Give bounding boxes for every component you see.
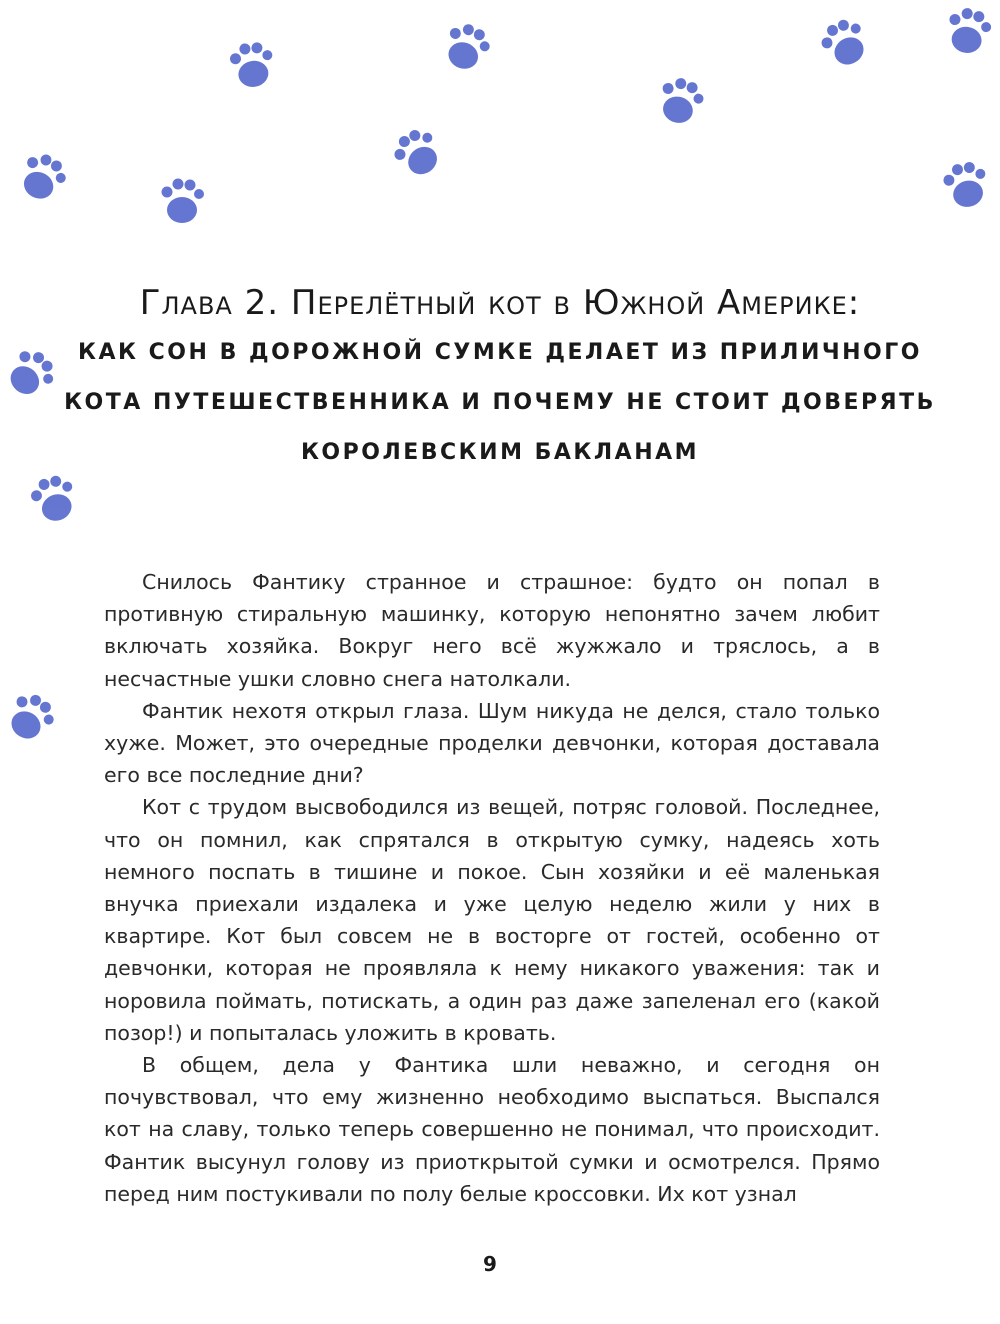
chapter-subtitle-line: КОРОЛЕВСКИМ БАКЛАНАМ [300, 440, 700, 465]
chapter-body [104, 566, 880, 1210]
paw-print-icon [0, 677, 71, 759]
paw-print-icon [643, 65, 716, 138]
paw-print-icon [2, 138, 82, 218]
paragraph: Фантик нехотя открыл глаза. Шум никуда не делся, стало только хуже. Может, это очередные проделки девчонки, которая доставала его все последние дни? [104, 698, 880, 788]
chapter-subtitle-line: КАК СОН В ДОРОЖНОЙ СУМКЕ ДЕЛАЕТ ИЗ ПРИЛИЧНОГО [78, 340, 922, 365]
paragraph: Снилось Фантику странное и страшное: будто он попал в противную стиральную машинку, которую непонятно зачем любит включать хозяйка. Вокруг него всё жужжало и тряслось, а в несчастные ушки словно снега натолкали. [104, 570, 880, 691]
paw-print-icon [152, 172, 212, 232]
chapter-subtitle-line: КОТА ПУТЕШЕСТВЕННИКА И ПОЧЕМУ НЕ СТОИТ ДОВЕРЯТЬ [64, 390, 936, 415]
page-number: 9 [483, 1252, 497, 1276]
paw-print-icon [933, 0, 1000, 67]
paw-print-icon [929, 149, 1000, 222]
paw-print-icon [804, 3, 886, 85]
chapter-heading [60, 278, 940, 478]
paw-print-icon [376, 112, 460, 196]
paw-print-icon [217, 31, 287, 101]
chapter-title: Глава 2. Перелётный кот в Южной Америке: [139, 283, 861, 323]
paragraph: Кот с трудом высвободился из вещей, потряс головой. Последнее, что он помнил, как спрятался в открытую сумку, надеясь хоть немного поспать в тишине и покое. Сын хозяйки и её маленькая внучка приехали издалека и уже целую неделю жили у них в квартире. Кот был совсем не в восторге от гостей, особенно от девчонки, которая не проявляла к нему никакого уважения: так и норовила поймать, потискать, а один раз даже запеленал его (какой позор!) и попыталась уложить в кровать. [104, 795, 880, 1045]
paw-print-icon [428, 10, 505, 87]
paragraph: В общем, дела у Фантика шли неважно, и сегодня он почувствовал, что ему жизненно необходимо выспаться. Выспался кот на славу, только теперь совершенно не понимал, что происходит. Фантик высунул голову из приоткрытой сумки и осмотрелся. Прямо перед ним постукивали по полу белые кроссовки. Их кот узнал [104, 1053, 880, 1206]
